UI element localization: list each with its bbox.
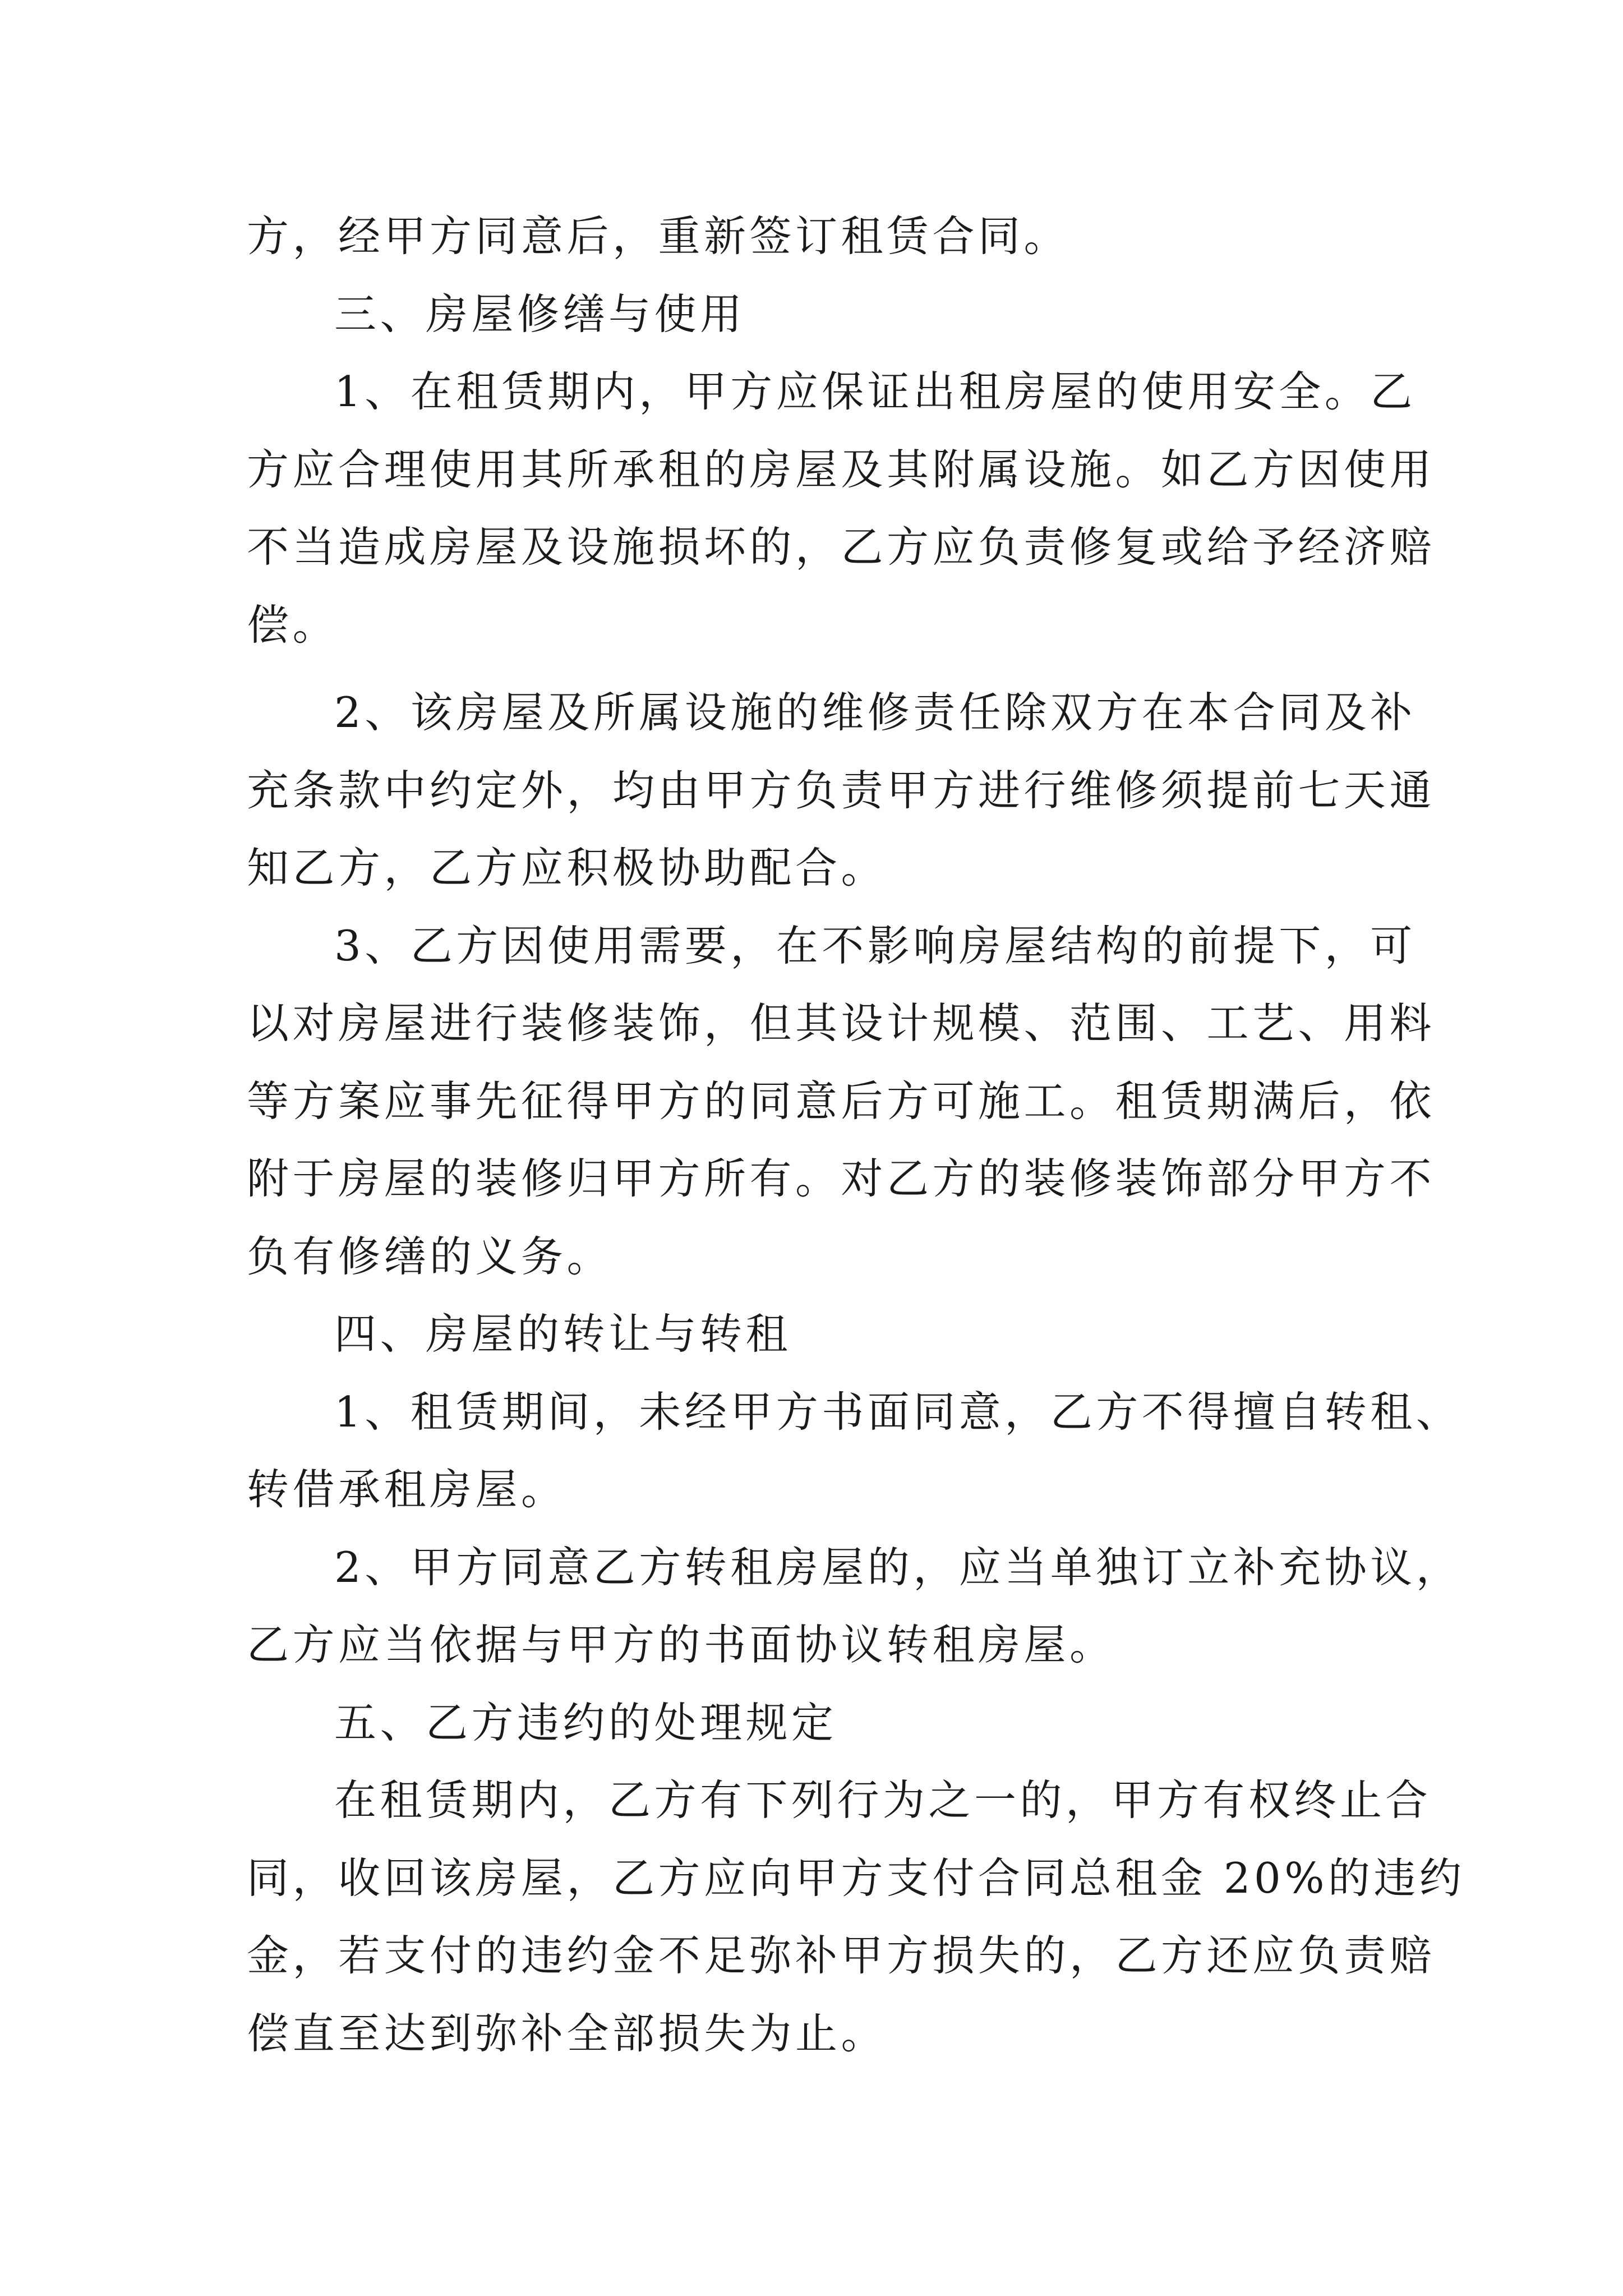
text-line: 以对房屋进行装修装饰，但其设计规模、范围、工艺、用料 <box>247 999 1436 1048</box>
text-line: 2、该房屋及所属设施的维修责任除双方在本合同及补 <box>334 688 1416 737</box>
text-line: 方，经甲方同意后，重新签订租赁合同。 <box>247 211 1070 261</box>
section-heading-breach-handling: 五、乙方违约的处理规定 <box>334 1697 837 1747</box>
text-line: 1、租赁期间，未经甲方书面同意，乙方不得擅自转租、 <box>334 1387 1462 1437</box>
section-heading-repair-and-use: 三、房屋修缮与使用 <box>334 289 746 339</box>
text-line: 偿。 <box>247 600 339 650</box>
text-line: 同，收回该房屋，乙方应向甲方支付合同总租金 20%的违约 <box>247 1853 1465 1903</box>
text-line: 偿直至达到弥补全部损失为止。 <box>247 2008 887 2058</box>
text-line: 1、在租赁期内，甲方应保证出租房屋的使用安全。乙 <box>334 367 1416 416</box>
section-heading-transfer-and-sublease: 四、房屋的转让与转租 <box>334 1309 792 1359</box>
text-line: 在租赁期内，乙方有下列行为之一的，甲方有权终止合 <box>334 1775 1432 1825</box>
text-line: 等方案应事先征得甲方的同意后方可施工。租赁期满后，依 <box>247 1076 1436 1126</box>
text-line: 知乙方，乙方应积极协助配合。 <box>247 843 887 892</box>
text-line: 金，若支付的违约金不足弥补甲方损失的，乙方还应负责赔 <box>247 1931 1436 1980</box>
text-line: 负有修缮的义务。 <box>247 1231 613 1281</box>
paragraph-gap <box>247 664 1430 674</box>
text-line: 不当造成房屋及设施损坏的，乙方应负责修复或给予经济赔 <box>247 522 1436 572</box>
text-line: 乙方应当依据与甲方的书面协议转租房屋。 <box>247 1620 1115 1669</box>
text-line: 转借承租房屋。 <box>247 1465 567 1514</box>
text-line: 2、甲方同意乙方转租房屋的，应当单独订立补充协议， <box>334 1542 1462 1592</box>
document-body <box>247 197 1465 2072</box>
text-line: 充条款中约定外，均由甲方负责甲方进行维修须提前七天通 <box>247 765 1436 815</box>
text-line: 方应合理使用其所承租的房屋及其附属设施。如乙方因使用 <box>247 444 1436 494</box>
text-line: 附于房屋的装修归甲方所有。对乙方的装修装饰部分甲方不 <box>247 1154 1436 1203</box>
text-line: 3、乙方因使用需要，在不影响房屋结构的前提下，可 <box>334 921 1416 970</box>
